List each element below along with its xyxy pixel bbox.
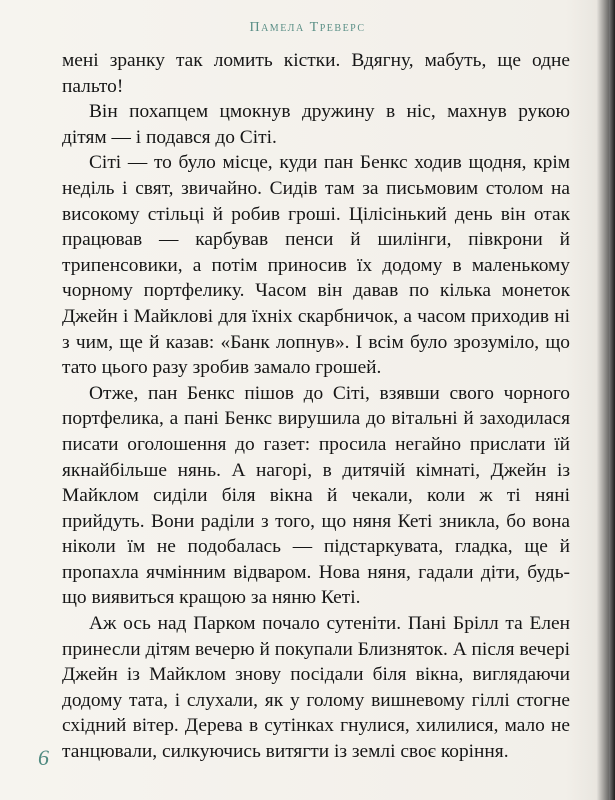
body-text bbox=[62, 48, 570, 765]
paragraph: Він похапцем цмокнув дружину в ніс, махнув рукою дітям — і подався до Сіті. bbox=[62, 101, 570, 148]
running-header: Памела Треверс bbox=[249, 20, 366, 35]
page-edge-shadow bbox=[609, 0, 615, 800]
paragraph: мені зранку так ломить кістки. Вдягну, мабуть, ще одне пальто! bbox=[62, 50, 570, 97]
paragraph: Отже, пан Бенкс пішов до Сіті, взявши свого чорного портфелика, а пані Бенкс вирушила до вітальні й заходилася писати оголошення до газет: просила негайно прислати їй якнайбільше нянь. А нагорі, в дитячій кімнаті, Джейн із Майклом сиділи біля вікна й чекали, коли ж ті няні прийдуть. Вони раділи з того, що няня Кеті зникла, бо вона ніколи їм не подобалась — підстаркувата, гладка, ще й пропахла ячмінним відваром. Нова няня, гадали діти, будь-що виявиться кращою за няню Кеті. bbox=[62, 382, 570, 609]
page-number: 6 bbox=[38, 745, 49, 770]
paragraph: Сіті — то було місце, куди пан Бенкс ходив щодня, крім неділь і свят, звичайно. Сидів там за письмовим столом на високому стільці й робив гроші. Цілісінький день він отак працював — карбував пенси й шилінги, півкрони й трипенсовики, а потім приносив їх додому в маленькому чорному портфелику. Часом він давав по кілька монеток Джейн і Майклові для їхніх скарбничок, а часом приходив ні з чим, ще й казав: «Банк лопнув». І всім було зрозуміло, що тато цього разу зробив замало грошей. bbox=[62, 152, 570, 379]
paragraph: Аж ось над Парком почало сутеніти. Пані Брілл та Елен принесли дітям вечерю й покупали Близняток. А після вечері Джейн із Майклом знову посідали біля вікна, виглядаючи додому тата, і слухали, як у голому вишневому гіллі стогне східний вітер. Дерева в сутінках гнулися, хилилися, мало не танцювали, силкуючись витягти із землі своє коріння. bbox=[62, 613, 570, 763]
